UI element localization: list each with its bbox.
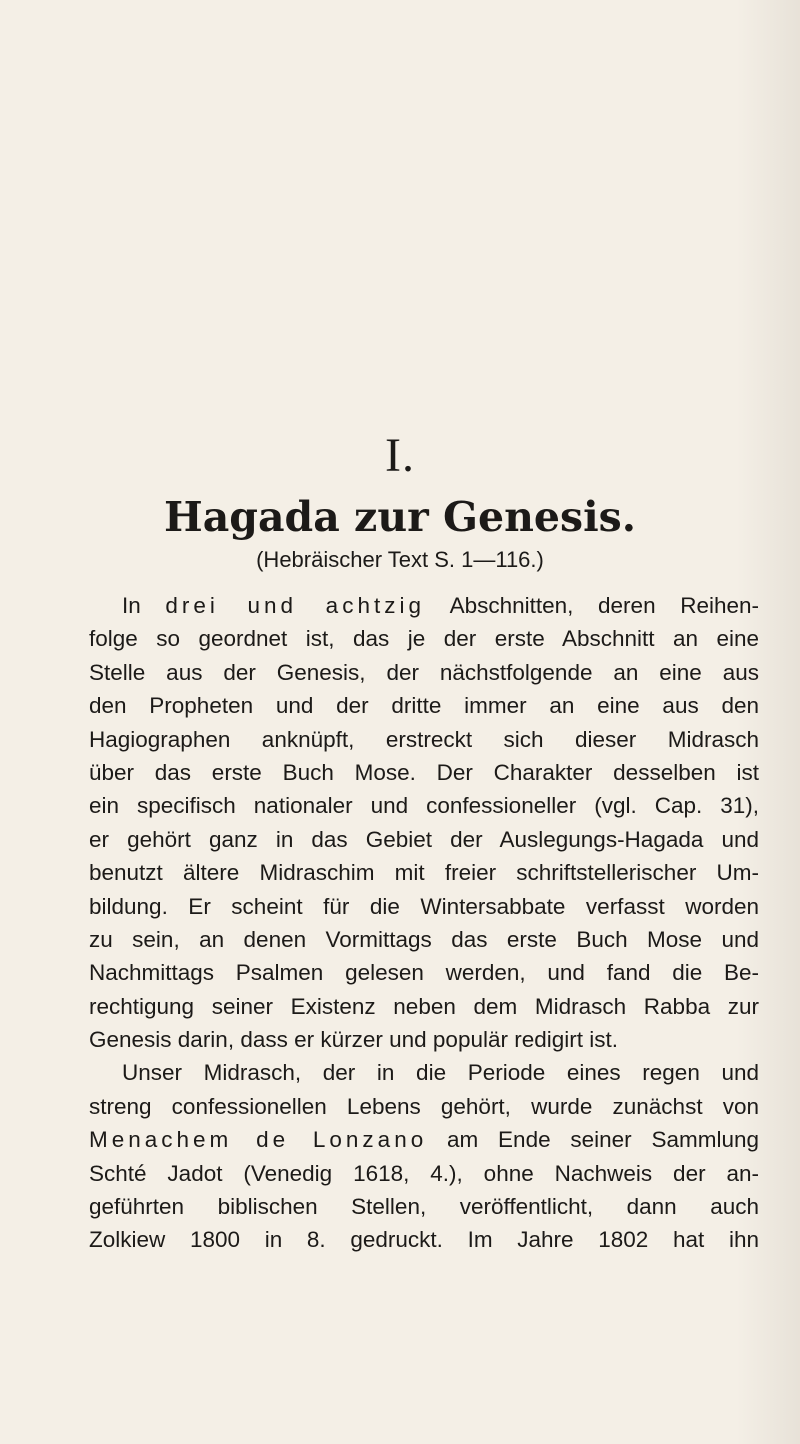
text-line: über das erste Buch Mose. Der Charakter desselben ist xyxy=(89,759,759,785)
text-line: bildung. Er scheint für die Wintersabbate verfasst worden xyxy=(89,893,759,919)
text-line: streng confessionellen Lebens gehört, wurde zunächst von xyxy=(89,1093,759,1119)
text-line: Stelle aus der Genesis, der nächstfolgende an eine aus xyxy=(89,659,759,685)
text-line: den Propheten und der dritte immer an eine aus den xyxy=(89,693,759,719)
text-line: Genesis darin, dass er kürzer und populär redigirt ist. xyxy=(89,1027,619,1053)
text-line: folge so geordnet ist, das je der erste Abschnitt an eine xyxy=(89,626,759,652)
chapter-title: Hagada zur Genesis. xyxy=(163,493,637,541)
text-line: Schté Jadot (Venedig 1618, 4.), ohne Nachweis der an- xyxy=(89,1160,759,1186)
line-segment: In xyxy=(122,593,141,618)
text-line xyxy=(89,589,759,622)
text-line: rechtigung seiner Existenz neben dem Midrasch Rabba zur xyxy=(89,993,759,1019)
text-line: Unser Midrasch, der in die Periode eines regen und xyxy=(122,1060,759,1086)
text-line: Nachmittags Psalmen gelesen werden, und fand die Be- xyxy=(89,960,759,986)
text-line: Hagiographen anknüpft, erstreckt sich dieser Midrasch xyxy=(89,726,759,752)
text-line: zu sein, an denen Vormittags das erste Buch Mose und xyxy=(89,926,759,952)
text-line: benutzt ältere Midraschim mit freier schriftstellerischer Um- xyxy=(89,860,759,886)
body-text xyxy=(89,589,759,1257)
text-line: Zolkiew 1800 in 8. gedruckt. Im Jahre 1802 hat ihn xyxy=(89,1227,759,1253)
text-line: er gehört ganz in das Gebiet der Auslegungs-Hagada und xyxy=(89,826,759,852)
text-line: Menachem de Lonzano am Ende seiner Sammlung xyxy=(89,1127,759,1153)
spaced-emphasis: Menachem de Lonzano xyxy=(89,1127,428,1153)
text-line: geführten biblischen Stellen, veröffentlicht, dann auch xyxy=(89,1194,759,1220)
chapter-number: I. xyxy=(385,429,415,482)
line-segment: Abschnitten, deren Reihen- xyxy=(449,593,759,618)
chapter-subtitle: (Hebräischer Text S. 1—116.) xyxy=(256,547,544,572)
spaced-emphasis: drei und achtzig xyxy=(165,593,425,618)
text-line: ein specifisch nationaler und confessioneller (vgl. Cap. 31), xyxy=(89,793,759,819)
